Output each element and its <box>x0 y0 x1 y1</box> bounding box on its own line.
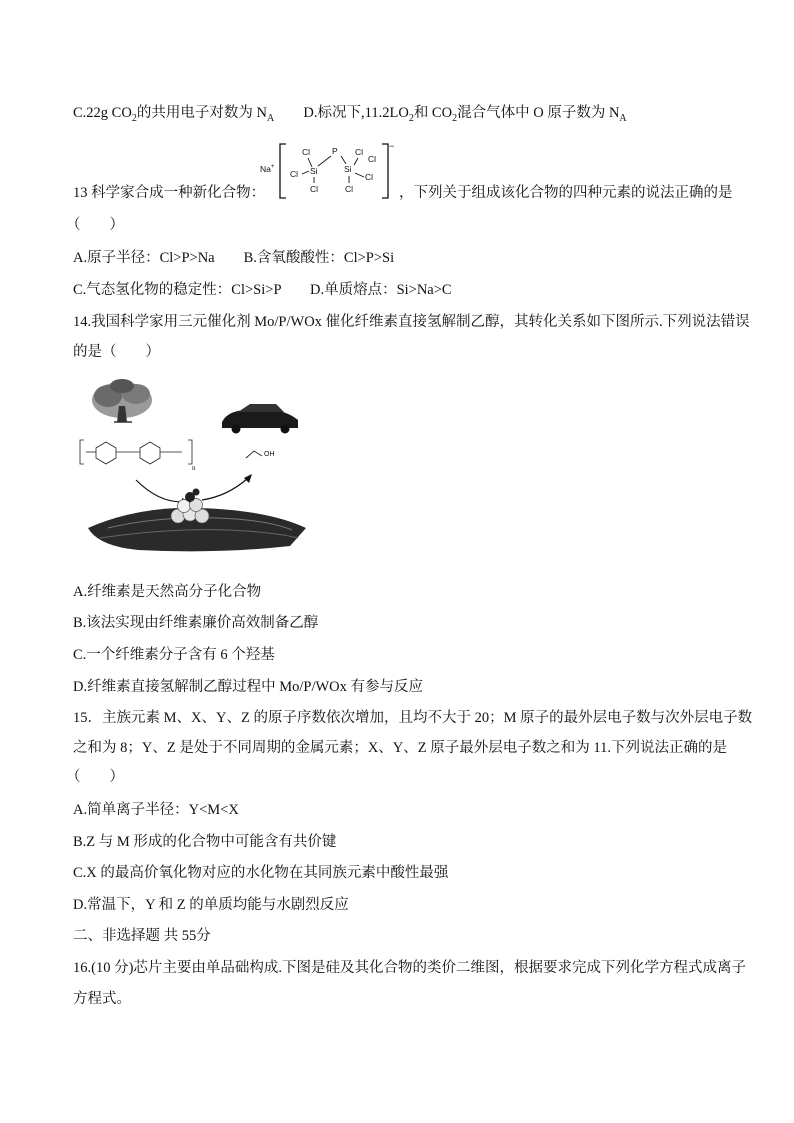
atom-label: P <box>332 146 338 156</box>
left-bracket <box>280 144 286 198</box>
subscript: 2 <box>408 112 414 124</box>
catalyst-particles <box>171 489 209 524</box>
subscript: 2 <box>452 112 458 124</box>
subscript: A <box>266 112 275 124</box>
q12-option-d-text: D.标况下,11.2LO <box>303 105 409 121</box>
q13-options-ab: A.原子半径：Cl>P>Na B.含氧酸酸性：Cl>P>Si <box>73 250 395 266</box>
hydroxyl-label: OH <box>264 451 275 458</box>
q12-option-d-text: 和 CO <box>413 105 453 121</box>
atom-label: Si <box>310 166 318 176</box>
q15-stem-line1: 15．主族元素 M、X、Y、Z 的原子序数依次增加，且均不大于 20；M 原子的最外层电子数与次外层电子数 <box>73 710 753 726</box>
tree-icon <box>92 379 152 422</box>
q14-option-c: C.一个纤维素分子含有 6 个羟基 <box>73 647 275 663</box>
section-title: 二、非选择题 共 55分 <box>73 928 211 944</box>
q13-stem-post: ，下列关于组成该化合物的四种元素的说法正确的是 <box>399 185 733 201</box>
q13-compound-structure <box>258 140 398 202</box>
q14-option-a: A.纤维素是天然高分子化合物 <box>73 584 262 600</box>
cellulose-structure <box>80 440 192 464</box>
q13-options-cd: C.气态氢化物的稳定性：Cl>Si>P D.单质熔点：Si>Na>C <box>73 282 452 298</box>
subscript: A <box>619 112 627 124</box>
q12-option-c-text: 的共用电子对数为 N <box>136 105 267 121</box>
atom-label: Cl <box>345 184 354 194</box>
subscript: 2 <box>131 112 137 124</box>
atom-label: Cl <box>368 154 377 164</box>
q14-option-d: D.纤维素直接氢解制乙醇过程中 Mo/P/WOx 有参与反应 <box>73 679 424 695</box>
arrow-head-icon <box>244 474 252 483</box>
q14-cellulose-to-ethanol-figure <box>78 378 310 556</box>
q15-stem-line2: 之和为 8；Y、Z 是处于不同周期的金属元素；X、Y、Z 原子最外层电子数之和为 11.下列说法正确的是 <box>73 740 727 756</box>
ethanol-structure <box>246 451 262 458</box>
q15-option-d: D.常温下，Y 和 Z 的单质均能与水剧烈反应 <box>73 897 349 913</box>
q14-stem-line2: 的是（ ） <box>73 344 160 360</box>
q12-options-cd <box>73 103 627 123</box>
repeat-unit-label: n <box>192 464 196 472</box>
figure-drawing <box>78 378 310 556</box>
atom-label: Cl <box>310 184 319 194</box>
atom-label: Cl <box>365 172 374 182</box>
q15-answer-paren: （ ） <box>66 769 124 785</box>
car-icon <box>222 404 298 434</box>
q16-stem-line2: 方程式。 <box>73 991 131 1007</box>
q15-option-c: C.X 的最高价氧化物对应的水化物在其同族元素中酸性最强 <box>73 865 449 881</box>
q12-option-d-text: 混合气体中 O 原子数为 N <box>457 105 620 121</box>
right-bracket <box>382 144 388 198</box>
q12-option-c-text: C.22g CO <box>73 105 132 121</box>
q14-option-b: B.该法实现由纤维素廉价高效制备乙醇 <box>73 615 319 631</box>
q13-stem-pre: 13 科学家合成一种新化合物： <box>73 185 266 201</box>
structure-drawing <box>258 140 398 202</box>
q13-answer-paren: （ ） <box>66 217 124 233</box>
atom-label: Cl <box>290 169 299 179</box>
sodium-ion-label: Na+ <box>260 164 275 174</box>
q14-stem-line1: 14.我国科学家用三元催化剂 Mo/P/WOx 催化纤维素直接氢解制乙醇，其转化关系如下图所示.下列说法错误 <box>73 314 750 330</box>
q15-option-a: A.简单离子半径：Y<M<X <box>73 802 239 818</box>
q15-option-b: B.Z 与 M 形成的化合物中可能含有共价键 <box>73 834 337 850</box>
anion-charge: − <box>389 141 395 151</box>
atom-label: Cl <box>302 147 311 157</box>
q16-stem-line1: 16.(10 分)芯片主要由单品础构成.下图是硅及其化合物的类价二维图，根据要求完成下列化学方程式成离子 <box>73 960 747 976</box>
atom-label: Si <box>344 164 352 174</box>
atom-label: Cl <box>355 147 364 157</box>
